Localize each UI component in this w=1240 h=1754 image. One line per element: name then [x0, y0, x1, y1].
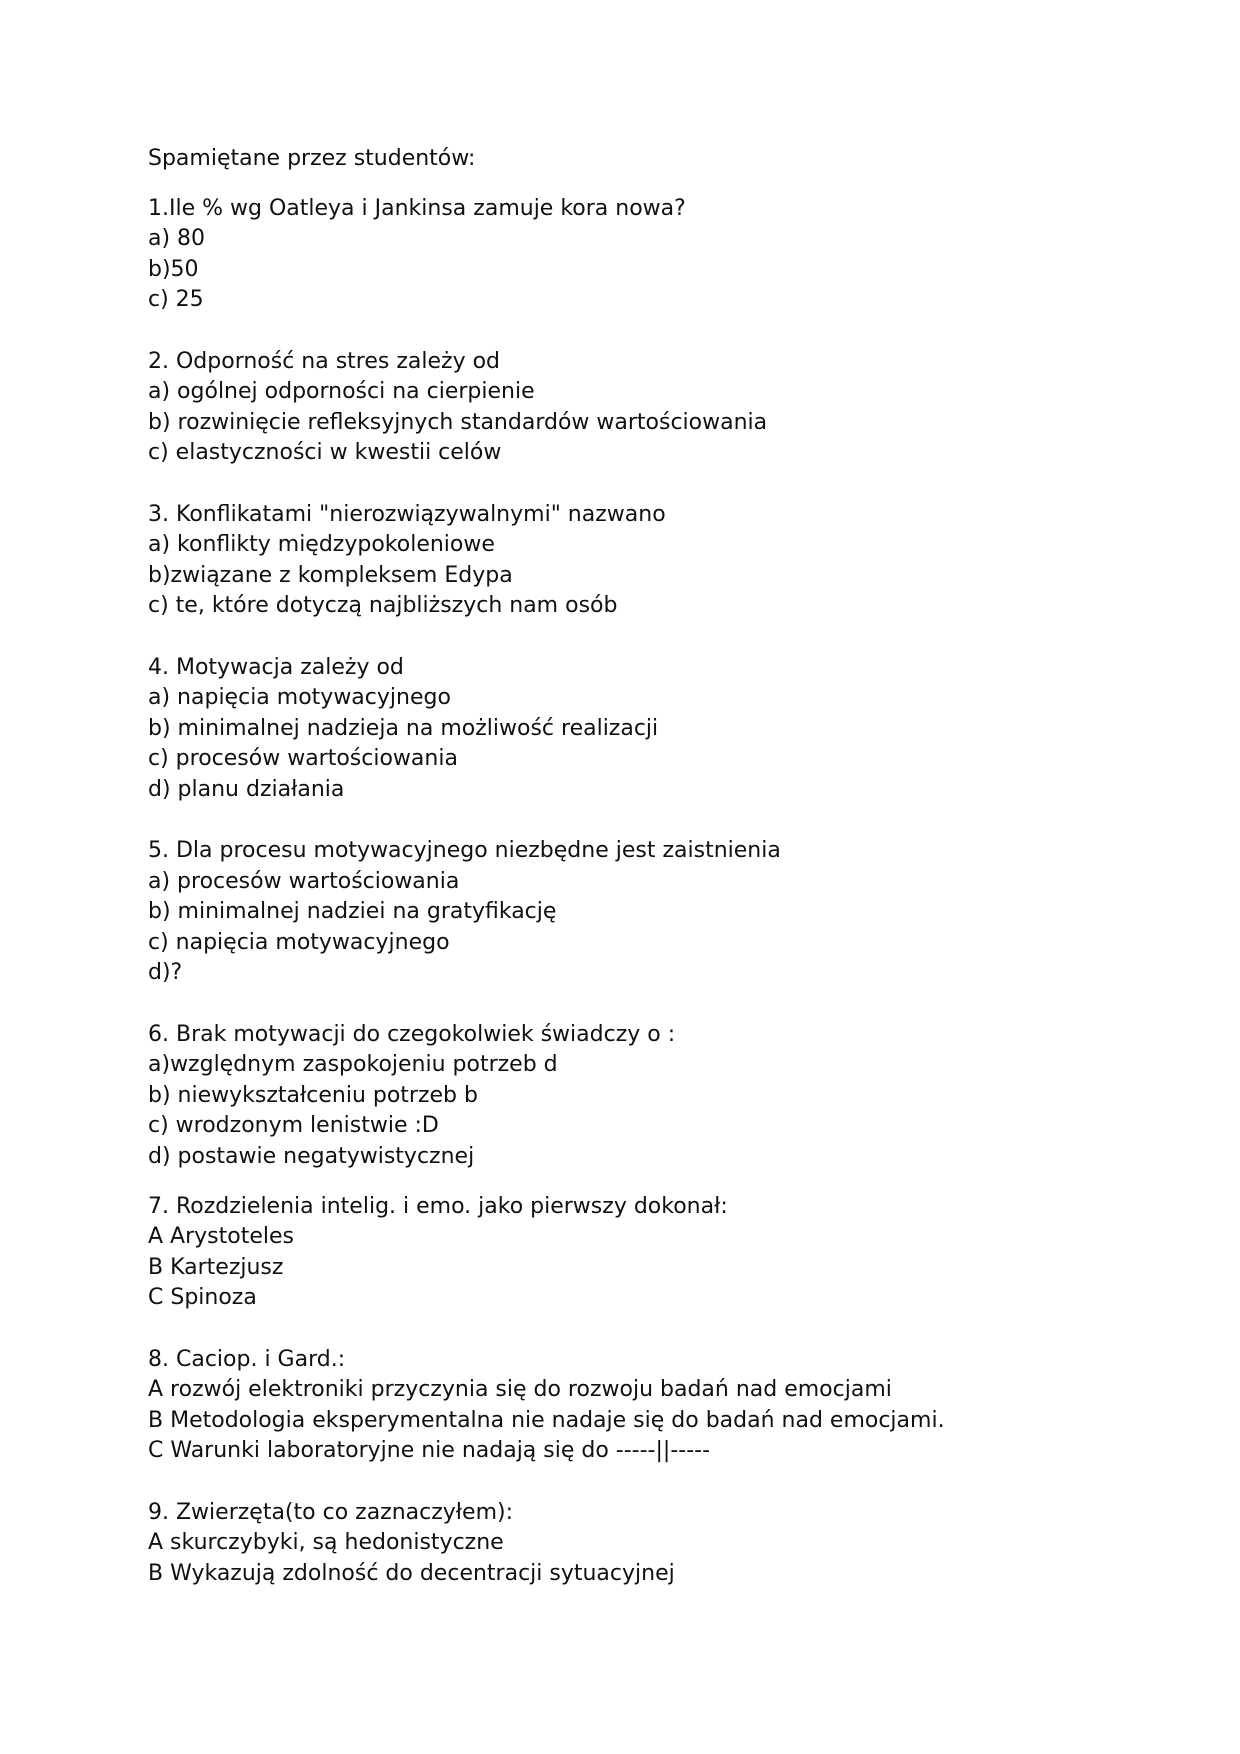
answer-option: C Warunki laboratoryjne nie nadają się do -----||-----	[148, 1438, 711, 1464]
question-8	[148, 1345, 1148, 1467]
answer-option: a) konflikty międzypokoleniowe	[148, 532, 495, 558]
answer-option: A skurczybyki, są hedonistyczne	[148, 1530, 504, 1556]
question-title: 2. Odporność na stres zależy od	[148, 348, 501, 374]
answer-option: B Wykazują zdolność do decentracji sytuacyjnej	[148, 1560, 675, 1586]
question-1	[148, 194, 1148, 316]
answer-option: B Metodologia eksperymentalna nie nadaje się do badań nad emocjami.	[148, 1407, 945, 1433]
answer-option: b) niewykształceniu potrzeb b	[148, 1082, 478, 1108]
answer-option: a) napięcia motywacyjnego	[148, 685, 451, 711]
document-page	[148, 144, 1148, 1620]
answer-option: b)50	[148, 256, 199, 282]
answer-option: b) minimalnej nadziei na gratyfikację	[148, 899, 557, 925]
answer-option: a)względnym zaspokojeniu potrzeb d	[148, 1052, 558, 1078]
question-title: 3. Konflikatami "nierozwiązywalnymi" nazwano	[148, 501, 666, 527]
answer-option: a) ogólnej odporności na cierpienie	[148, 379, 535, 405]
question-5	[148, 836, 1148, 989]
question-2	[148, 347, 1148, 469]
answer-option: A Arystoteles	[148, 1224, 294, 1250]
answer-option: c) napięcia motywacyjnego	[148, 929, 450, 955]
answer-option: b) rozwinięcie refleksyjnych standardów wartościowania	[148, 409, 768, 435]
question-title: 1.Ile % wg Oatleya i Jankinsa zamuje kora nowa?	[148, 195, 686, 221]
answer-option: a) 80	[148, 226, 206, 252]
question-3	[148, 500, 1148, 622]
answer-option: c) 25	[148, 287, 204, 313]
question-9	[148, 1498, 1148, 1590]
answer-option: c) te, które dotyczą najbliższych nam osób	[148, 593, 618, 619]
question-6	[148, 1020, 1148, 1173]
question-title: 7. Rozdzielenia intelig. i emo. jako pierwszy dokonał:	[148, 1193, 728, 1219]
answer-option: b)związane z kompleksem Edypa	[148, 562, 513, 588]
answer-option: d)?	[148, 960, 183, 986]
answer-option: c) wrodzonym lenistwie :D	[148, 1113, 439, 1139]
question-7	[148, 1192, 1148, 1314]
question-title: 4. Motywacja zależy od	[148, 654, 404, 680]
question-title: 8. Caciop. i Gard.:	[148, 1346, 346, 1372]
question-title: 9. Zwierzęta(to co zaznaczyłem):	[148, 1499, 514, 1525]
intro-heading: Spamiętane przez studentów:	[148, 146, 476, 171]
answer-option: d) postawie negatywistycznej	[148, 1144, 475, 1169]
answer-option: A rozwój elektroniki przyczynia się do rozwoju badań nad emocjami	[148, 1377, 892, 1403]
question-title: 6. Brak motywacji do czegokolwiek świadczy o :	[148, 1021, 676, 1047]
answer-option: B Kartezjusz	[148, 1254, 284, 1280]
answer-option: c) elastyczności w kwestii celów	[148, 440, 502, 466]
answer-option: a) procesów wartościowania	[148, 868, 460, 894]
question-title: 5. Dla procesu motywacyjnego niezbędne jest zaistnienia	[148, 838, 781, 864]
answer-option: d) planu działania	[148, 776, 345, 802]
answer-option: c) procesów wartościowania	[148, 746, 458, 772]
answer-option: C Spinoza	[148, 1285, 257, 1311]
answer-option: b) minimalnej nadzieja na możliwość realizacji	[148, 715, 659, 741]
question-4	[148, 653, 1148, 806]
